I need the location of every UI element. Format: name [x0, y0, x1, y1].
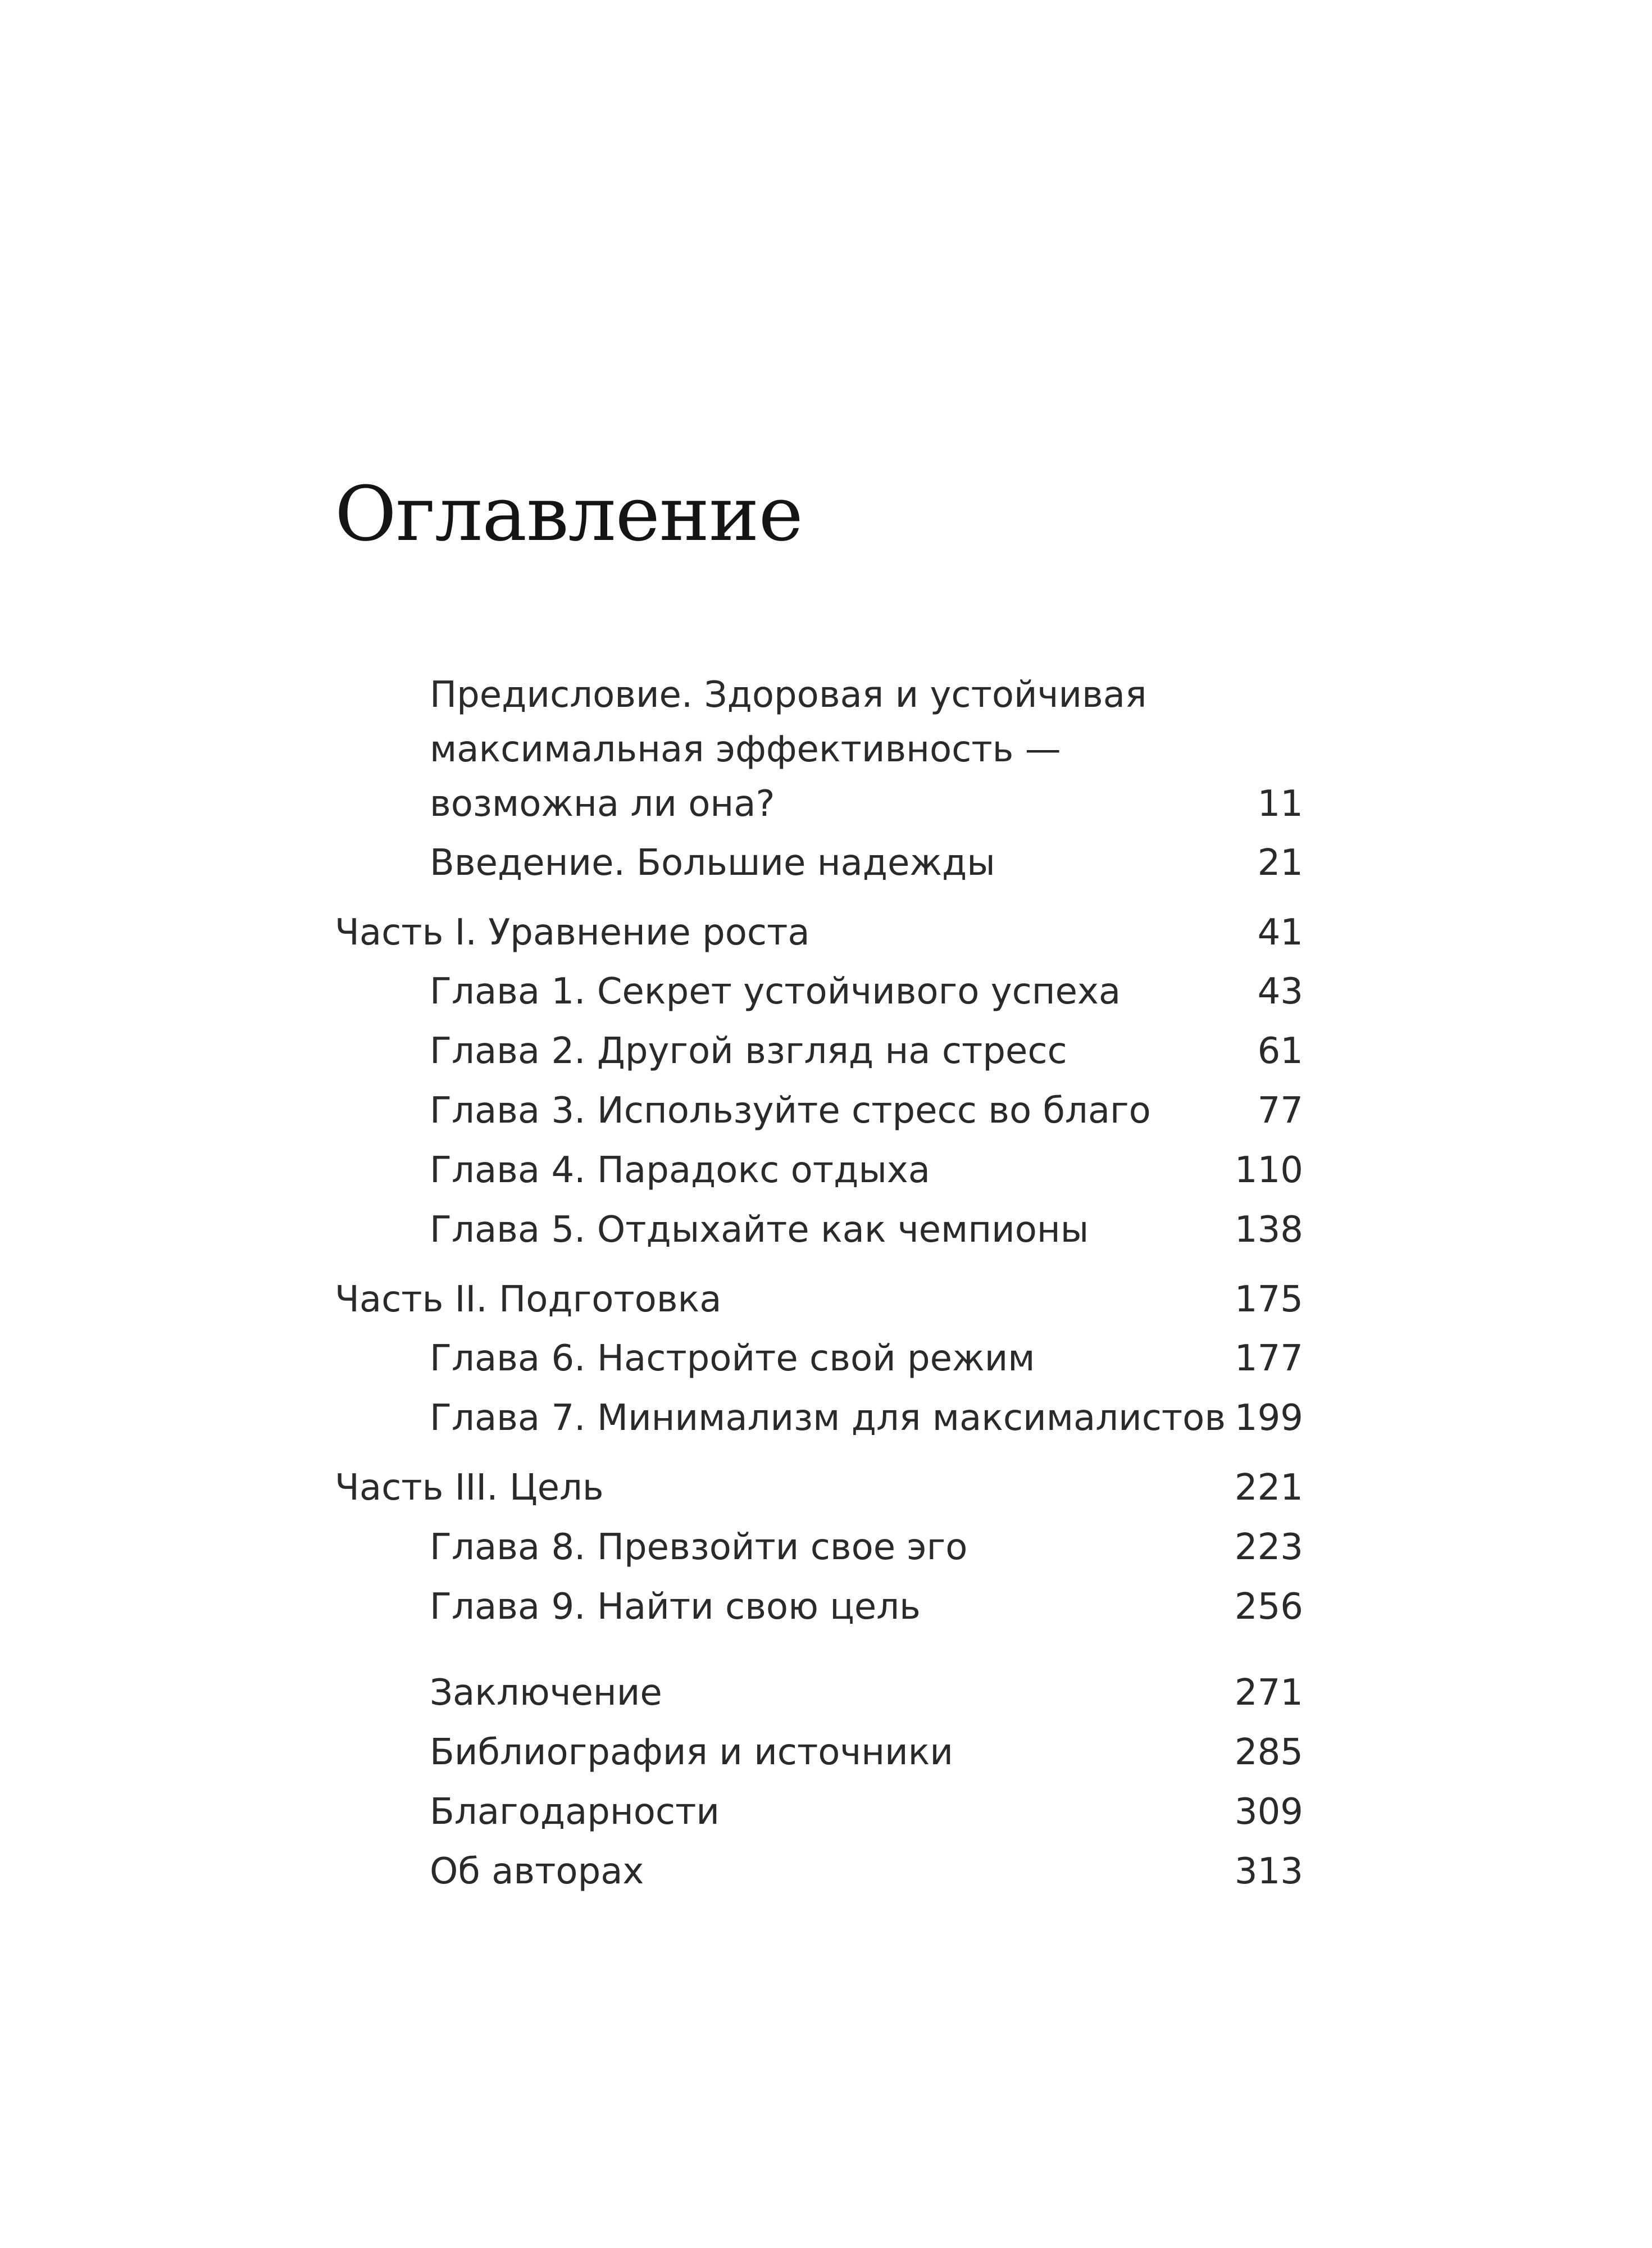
toc-entry-label: Благодарности [430, 1791, 720, 1833]
page-title: Оглавление [335, 470, 803, 558]
toc-entry-page: 256 [1234, 1586, 1303, 1628]
toc-entry-label: Глава 2. Другой взгляд на стресс [430, 1030, 1067, 1072]
toc-entry-page: 313 [1234, 1851, 1303, 1892]
toc-entry-page: 110 [1234, 1150, 1303, 1191]
toc-entry-label: Предисловие. Здоровая и устойчивая [430, 674, 1147, 716]
toc-entry-label: Библиография и источники [430, 1732, 953, 1773]
toc-entry-label: Глава 1. Секрет устойчивого успеха [430, 971, 1121, 1012]
toc-entry-label: Глава 3. Используйте стресс во благо [430, 1090, 1151, 1132]
toc-entry-label: Часть I. Уравнение роста [335, 912, 810, 953]
toc-entry-label: Часть II. Подготовка [335, 1279, 722, 1320]
toc-entry-page: 11 [1257, 783, 1303, 825]
toc-entry-label: Об авторах [430, 1851, 644, 1892]
toc-entry-page: 175 [1234, 1279, 1303, 1320]
toc-entry-label: возможна ли она? [430, 783, 775, 825]
toc-entry-label: Глава 6. Настройте свой режим [430, 1338, 1035, 1379]
toc-entry-page: 177 [1234, 1338, 1303, 1379]
toc-entry-label: Глава 8. Превзойти свое эго [430, 1527, 968, 1568]
toc-entry-page: 77 [1257, 1090, 1303, 1132]
toc-entry-label: Часть III. Цель [335, 1467, 604, 1509]
toc-entry-page: 138 [1234, 1209, 1303, 1251]
toc-entry-label: Глава 7. Минимализм для максималистов [430, 1397, 1226, 1439]
toc-entry-page: 43 [1257, 971, 1303, 1012]
toc-entry-label: максимальная эффективность — [430, 729, 1061, 770]
toc-entry-page: 221 [1234, 1467, 1303, 1509]
toc-entry-label: Глава 5. Отдыхайте как чемпионы [430, 1209, 1089, 1251]
toc-entry-page: 285 [1234, 1732, 1303, 1773]
toc-entry-page: 199 [1234, 1397, 1303, 1439]
toc-entry-page: 61 [1257, 1030, 1303, 1072]
toc-entry-page: 223 [1234, 1527, 1303, 1568]
toc-entry-page: 41 [1257, 912, 1303, 953]
toc-entry-page: 21 [1257, 842, 1303, 884]
toc-entry-label: Введение. Большие надежды [430, 842, 995, 884]
toc-entry-label: Глава 4. Парадокс отдыха [430, 1150, 930, 1191]
toc-entry-label: Глава 9. Найти свою цель [430, 1586, 921, 1628]
toc-entry-label: Заключение [430, 1672, 662, 1714]
toc-entry-page: 309 [1234, 1791, 1303, 1833]
toc-entry-page: 271 [1234, 1672, 1303, 1714]
